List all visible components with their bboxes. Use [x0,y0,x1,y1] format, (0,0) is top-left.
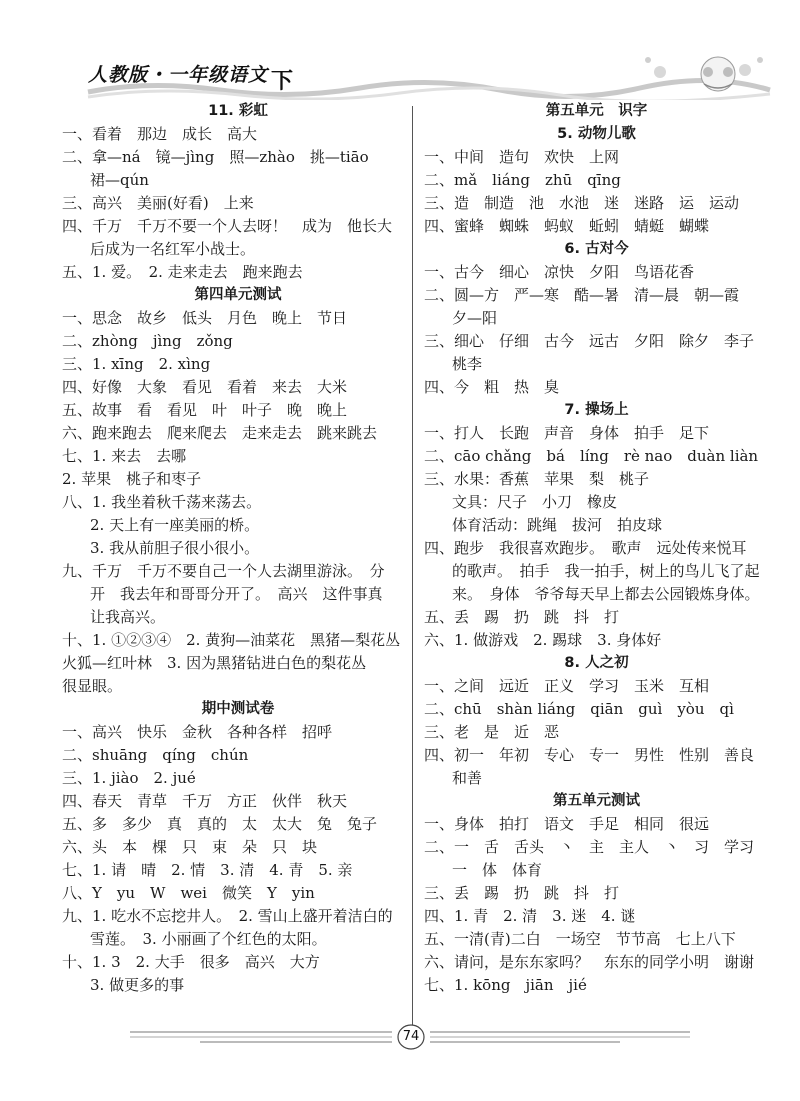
right-column [424,100,769,997]
answer-line: 3. 我从前胆子很小很小。 [90,539,260,557]
answer-line: 二、zhòng jìng zǒng [62,332,233,350]
answer-line: 3. 做更多的事 [90,976,185,994]
answer-line: 二、shuāng qíng chún [62,746,249,764]
page-header [0,0,800,100]
answer-line: 开 我去年和哥哥分开了。 高兴 这件事真 [90,585,383,603]
answer-line: 四、千万 千万不要一个人去呀！ 成为 他长大 [62,217,393,235]
answer-line: 三、水果：香蕉 苹果 梨 桃子 [424,470,650,488]
answer-line: 二、拿—ná 镜—jìng 照—zhào 挑—tiāo [62,148,369,166]
answer-line: 三、高兴 美丽(好看) 上来 [62,194,254,212]
answer-line: 来。 身体 爷爷每天早上都去公园锻炼身体。 [452,585,760,603]
answer-line: 雪莲。 3. 小丽画了个红色的太阳。 [90,930,327,948]
answer-line: 一、之间 远近 正义 学习 玉米 互相 [424,677,710,695]
answer-line: 七、1. kōng jiān jié [424,976,587,994]
answer-line: 二、mǎ liáng zhū qīng [424,171,621,189]
answer-line: 体育活动：跳绳 拔河 拍皮球 [452,516,663,534]
answer-line: 九、1. 吃水不忘挖井人。 2. 雪山上盛开着洁白的 [62,907,393,925]
book-brand-title: 人教版・一年级语文 [88,64,269,86]
answer-line: 一、古今 细心 凉快 夕阳 鸟语花香 [424,263,695,281]
answer-line: 四、初一 年初 专心 专一 男性 性别 善良 [424,746,755,764]
section-title: 11. 彩虹 [208,103,268,119]
answer-line: 很显眼。 [62,677,123,695]
answer-line: 一、打人 长跑 声音 身体 拍手 足下 [424,424,710,442]
section-title: 期中测试卷 [201,701,275,717]
answer-line: 七、1. 来去 去哪 [62,447,187,465]
answer-line: 二、cāo chǎng bá líng rè nao duàn liàn [424,447,759,465]
answer-line: 六、跑来跑去 爬来爬去 走来走去 跳来跳去 [62,424,378,442]
answer-line: 八、Y yu W wei 微笑 Y yin [62,884,315,902]
answer-line: 和善 [452,769,483,787]
answer-line: 三、丢 踢 扔 跳 抖 打 [424,884,620,902]
page-number: 74 [402,1029,420,1044]
answer-line: 夕—阳 [452,309,498,327]
answer-line: 十、1. 3 2. 大手 很多 高兴 大方 [62,953,320,971]
section-title: 第五单元 识字 [545,103,648,119]
answer-line: 六、1. 做游戏 2. 踢球 3. 身体好 [424,631,662,649]
section-title: 7. 操场上 [564,402,629,418]
answer-line: 六、请问，是东东家吗？ 东东的同学小明 谢谢 [424,953,755,971]
section-title: 5. 动物儿歌 [557,126,636,142]
answer-line: 四、好像 大象 看见 看着 来去 大米 [62,378,348,396]
answer-line: 让我高兴。 [90,608,166,626]
answer-line: 三、1. jiào 2. jué [62,769,196,787]
answer-line: 五、丢 踢 扔 跳 抖 打 [424,608,620,626]
volume-label: 下 [271,69,294,94]
answer-line: 二、圆—方 严—寒 酷—暑 清—晨 朝—霞 [424,286,740,304]
answer-line: 五、1. 爱。 2. 走来走去 跑来跑去 [62,263,303,281]
section-title: 6. 古对今 [564,241,629,257]
answer-line: 一、身体 拍打 语文 手足 相同 很远 [424,815,710,833]
answer-line: 2. 苹果 桃子和枣子 [62,470,202,488]
answer-line: 五、故事 看 看见 叶 叶子 晚 晚上 [62,401,348,419]
answer-line: 的歌声。 拍手 我一拍手，树上的鸟儿飞了起 [452,562,760,580]
section-title: 8. 人之初 [564,655,629,671]
answer-line: 一 体 体育 [452,861,543,879]
answer-line: 四、1. 青 2. 清 3. 迷 4. 谜 [424,907,636,925]
answer-line: 桃李 [452,355,483,373]
answer-line: 三、造 制造 池 水池 迷 迷路 运 运动 [424,194,740,212]
answer-line: 六、头 本 棵 只 束 朵 只 块 [62,838,318,856]
left-column [62,100,414,997]
answer-line: 裙—qún [90,171,149,189]
answer-line: 五、多 多少 真 真的 太 太大 兔 兔子 [62,815,378,833]
answer-line: 五、一清(青)二白 一场空 节节高 七上八下 [424,930,736,948]
answer-line: 四、今 粗 热 臭 [424,378,560,396]
answer-line: 十、1. ①②③④ 2. 黄狗—油菜花 黑猪—梨花丛 [62,631,401,649]
answer-line: 四、蜜蜂 蜘蛛 蚂蚁 蚯蚓 蜻蜓 蝴蝶 [424,217,710,235]
answer-line: 二、chū shàn liáng qiān guì yòu qì [424,700,734,718]
answer-line: 一、思念 故乡 低头 月色 晚上 节日 [62,309,348,327]
answer-line: 2. 天上有一座美丽的桥。 [90,516,260,534]
answer-line: 七、1. 请 晴 2. 情 3. 清 4. 青 5. 亲 [62,861,353,879]
answer-line: 二、一 舌 舌头 丶 主 主人 丶 习 学习 [424,838,755,856]
answer-line: 火狐—红叶林 3. 因为黑猪钻进白色的梨花丛 [62,654,367,672]
answer-line: 三、老 是 近 恶 [424,723,560,741]
section-title: 第四单元测试 [194,287,282,303]
section-title: 第五单元测试 [553,793,640,809]
answer-line: 一、看着 那边 成长 高大 [62,125,258,143]
answer-line: 一、高兴 快乐 金秋 各种各样 招呼 [62,723,333,741]
answer-line: 后成为一名红军小战士。 [90,240,256,258]
answer-line: 三、1. xīng 2. xìng [62,355,211,373]
answer-line: 九、千万 千万不要自己一个人去湖里游泳。 分 [62,562,385,580]
answer-line: 一、中间 造句 欢快 上网 [424,148,620,166]
answer-line: 文具：尺子 小刀 橡皮 [452,493,618,511]
answer-line: 三、细心 仔细 古今 远古 夕阳 除夕 李子 [424,332,755,350]
answer-line: 四、春天 青草 千万 方正 伙伴 秋天 [62,792,348,810]
answer-line: 八、1. 我坐着秋千荡来荡去。 [62,493,262,511]
answer-line: 四、跑步 我很喜欢跑步。 歌声 远处传来悦耳 [424,539,747,557]
